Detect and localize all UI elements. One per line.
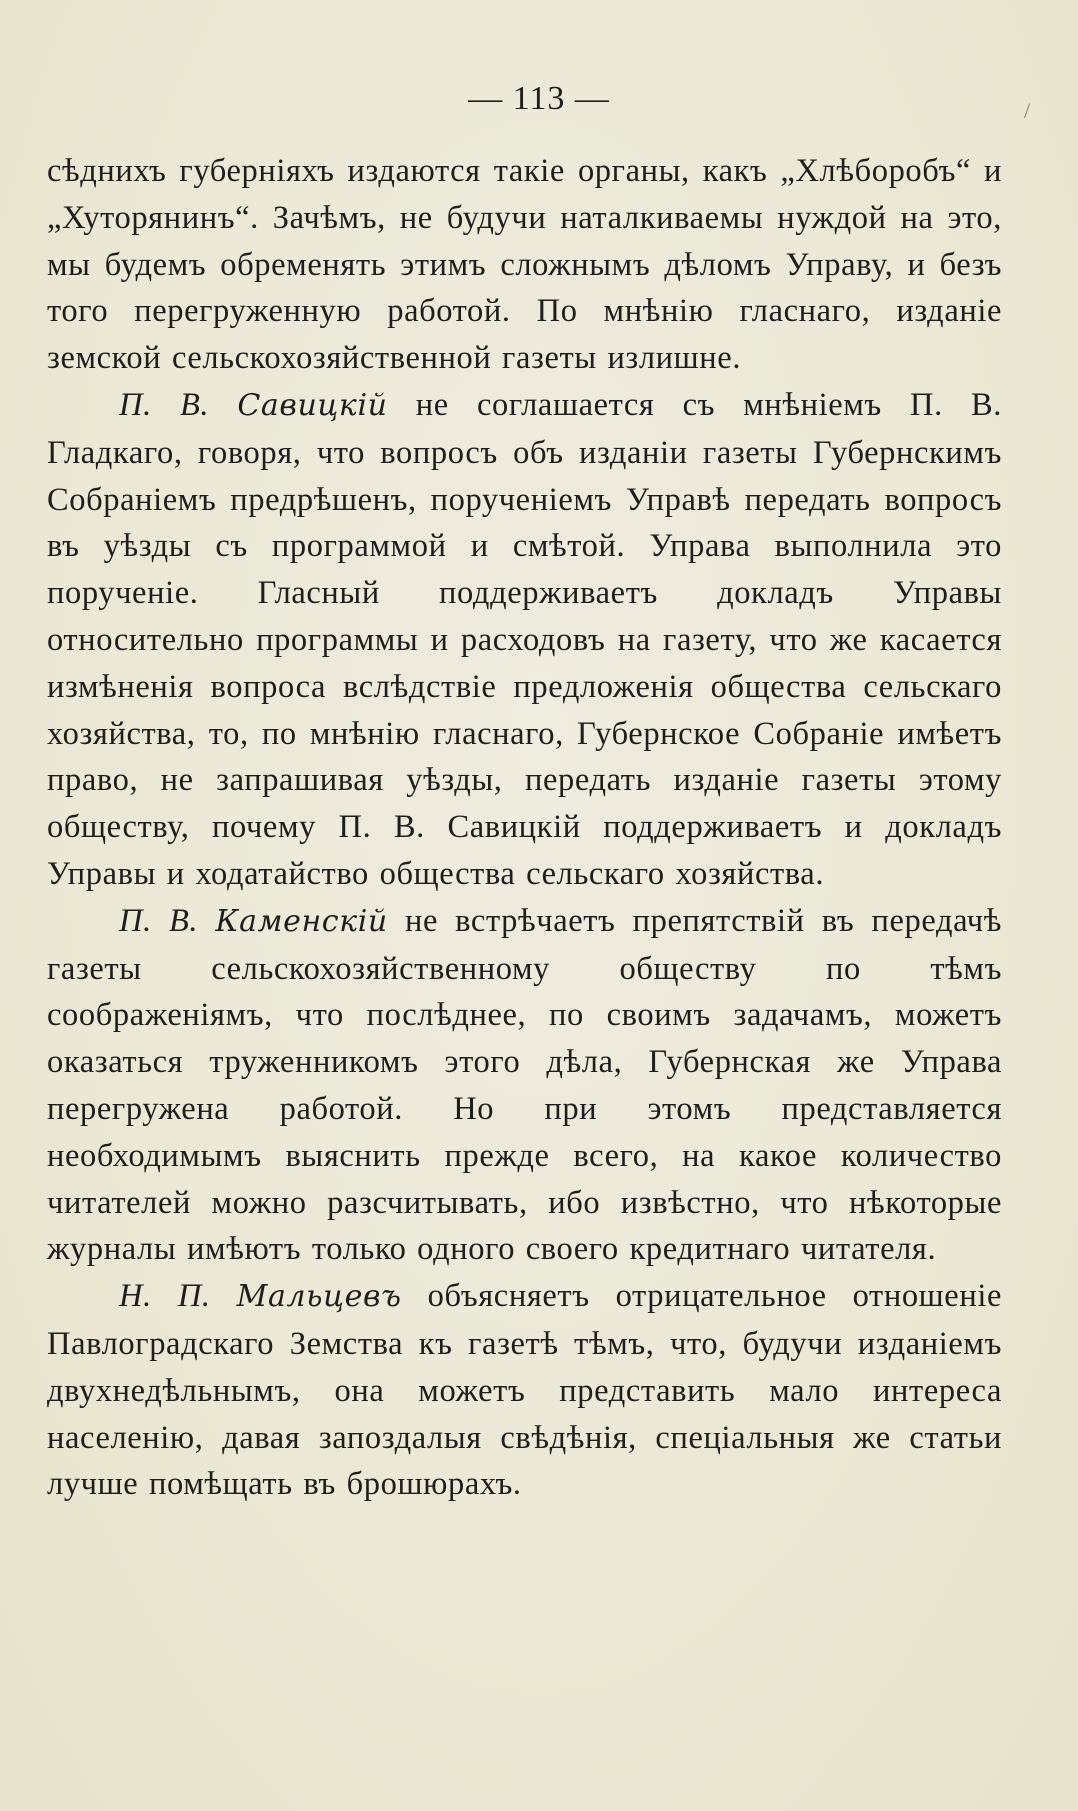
speaker-name [119, 1278, 402, 1314]
speaker-name [119, 903, 388, 939]
paragraph-1 [47, 148, 1002, 382]
margin-mark: / [1024, 98, 1031, 123]
paragraph-text: сѣднихъ губерніяхъ издаются такіе органы, какъ „Хлѣборобъ“ и „Хуторянинъ“. Зачѣмъ, не будучи наталкиваемы нуждой на это, мы будемъ обременять этимъ сложнымъ дѣломъ Управу, и безъ того перегруженную работой. По мнѣнію гласнаго, изданіе земской сельскохозяйственной газеты излишне. [47, 153, 1002, 377]
speaker-initials: Н. П. [119, 1278, 211, 1315]
speaker-initials: П. В. [119, 902, 199, 939]
paragraph-3 [47, 898, 1002, 1273]
paragraph-text: объясняетъ отрицательное отношеніе Павлоградскаго Земства къ газетѣ тѣмъ, что, будучи изданіемъ двухнедѣльнымъ, она можетъ представить мало интереса населенію, давая запоздалыя свѣдѣнія, спеціальныя же статьи лучше помѣщать въ брошюрахъ. [47, 1278, 1002, 1503]
speaker-surname: Каменскій [215, 903, 388, 939]
page-number: — 113 — [468, 80, 610, 117]
paragraph-text: не соглашается съ мнѣніемъ П. В. Гладкаго, говоря, что вопросъ объ изданіи газеты Губернскимъ Собраніемъ предрѣшенъ, порученіемъ Управѣ передать вопросъ въ уѣзды съ программой и смѣтой. Управа выполнила это порученіе. Гласный поддерживаетъ докладъ Управы относительно программы и расходовъ на газету, что же касается измѣненія вопроса вслѣдствіе предложенія общества сельскаго хозяйства, то, по мнѣнію гласнаго, Губернское Собраніе имѣетъ право, не запрашивая уѣзды, передать изданіе газеты этому обществу, почему П. В. Савицкій поддерживаетъ и докладъ Управы и ходатайство общества сельскаго хозяйства. [47, 386, 1003, 892]
speaker-surname: Мальцевъ [236, 1279, 402, 1315]
paragraph-text: не встрѣчаетъ препятствій въ передачѣ газеты сельскохозяйственному обществу по тѣмъ соображеніямъ, что послѣднее, по своимъ задачамъ, можетъ оказаться труженникомъ этого дѣла, Губернская же Управа перегружена работой. Но при этомъ представляется необходимымъ выяснить прежде всего, на какое количество читателей можно разсчитывать, ибо извѣстно, что нѣкоторые журналы имѣютъ только одного своего кредитнаго читателя. [47, 902, 1003, 1268]
speaker-surname: Савицкій [237, 387, 388, 423]
paragraph-2 [47, 382, 1002, 898]
speaker-initials: П. В. [119, 386, 210, 423]
paragraph-4 [47, 1273, 1002, 1508]
speaker-name [119, 387, 388, 423]
body-text [47, 148, 1002, 1508]
